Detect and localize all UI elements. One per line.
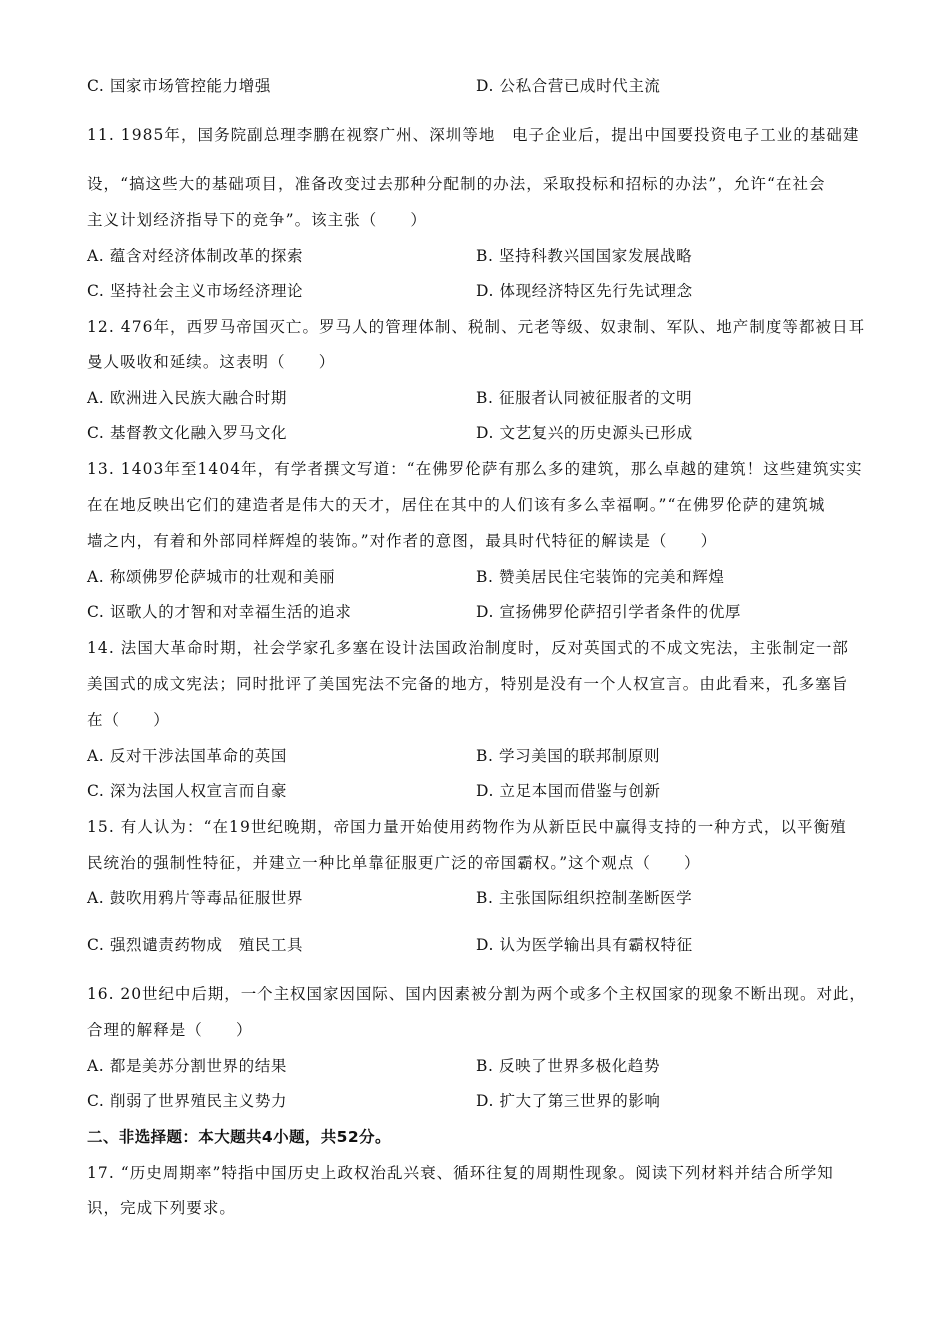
q16-stem-line-1: 16. 20世纪中后期，一个主权国家因国际、国内因素被分割为两个或多个主权国家的现象不断出现。对此， — [87, 985, 866, 1003]
q13-stem-line-3: 墙之内，有着和外部同样辉煌的装饰。”对作者的意图，最具时代特征的解读是（ ） — [87, 532, 718, 550]
q13-stem-line-2: 在在地反映出它们的建造者是伟大的天才，居住在其中的人们该有多么幸福啊。”“在佛罗伦萨的建筑城 — [87, 496, 826, 514]
q14-option-c: C. 深为法国人权宣言而自豪 — [87, 782, 288, 800]
q16-option-c: C. 削弱了世界殖民主义势力 — [87, 1092, 288, 1110]
q16-stem-line-2: 合理的解释是（ ） — [87, 1021, 253, 1039]
q11-stem-line-1: 11. 1985年，国务院副总理李鹏在视察广州、深圳等地 电子企业后，提出中国要投资电子工业的基础建 — [87, 126, 860, 144]
q12-option-d: D. 文艺复兴的历史源头已形成 — [476, 424, 693, 442]
q15-option-c: C. 强烈谴责药物成 殖民工具 — [87, 936, 304, 954]
q12-option-a: A. 欧洲进入民族大融合时期 — [87, 389, 287, 407]
q11-option-c: C. 坚持社会主义市场经济理论 — [87, 282, 304, 300]
q11-stem-line-2: 设，“搞这些大的基础项目，准备改变过去那种分配制的办法，采取投标和招标的办法”，允许“在社会 — [87, 175, 826, 193]
section-2-heading: 二、非选择题：本大题共4小题，共52分。 — [87, 1128, 391, 1146]
q13-option-c: C. 讴歌人的才智和对幸福生活的追求 — [87, 603, 352, 621]
q10-option-c: C. 国家市场管控能力增强 — [87, 77, 271, 95]
q14-option-d: D. 立足本国而借鉴与创新 — [476, 782, 661, 800]
q15-stem-line-1: 15. 有人认为：“在19世纪晚期，帝国力量开始使用药物作为从新臣民中赢得支持的一种方式，以平衡殖 — [87, 818, 847, 836]
q11-option-b: B. 坚持科教兴国国家发展战略 — [476, 247, 693, 265]
q15-option-b: B. 主张国际组织控制垄断医学 — [476, 889, 693, 907]
q12-option-c: C. 基督教文化融入罗马文化 — [87, 424, 288, 442]
q15-option-d: D. 认为医学输出具有霸权特征 — [476, 936, 693, 954]
q13-option-a: A. 称颂佛罗伦萨城市的壮观和美丽 — [87, 568, 336, 586]
q16-option-a: A. 都是美苏分割世界的结果 — [87, 1057, 287, 1075]
q10-option-d: D. 公私合营已成时代主流 — [476, 77, 661, 95]
q17-stem-line-1: 17. “历史周期率”特指中国历史上政权治乱兴衰、循环往复的周期性现象。阅读下列材料并结合所学知 — [87, 1164, 834, 1182]
q13-stem-line-1: 13. 1403年至1404年，有学者撰文写道：“在佛罗伦萨有那么多的建筑，那么卓越的建筑！这些建筑实实 — [87, 460, 863, 478]
q15-option-a: A. 鼓吹用鸦片等毒品征服世界 — [87, 889, 304, 907]
q14-stem-line-2: 美国式的成文宪法；同时批评了美国宪法不完备的地方，特别是没有一个人权宣言。由此看来，孔多塞旨 — [87, 675, 849, 693]
q14-stem-line-1: 14. 法国大革命时期，社会学家孔多塞在设计法国政治制度时，反对英国式的不成文宪法，主张制定一部 — [87, 639, 849, 657]
q15-stem-line-2: 民统治的强制性特征，并建立一种比单靠征服更广泛的帝国霸权。”这个观点（ ） — [87, 854, 701, 872]
q11-option-d: D. 体现经济特区先行先试理念 — [476, 282, 693, 300]
q14-option-a: A. 反对干涉法国革命的英国 — [87, 747, 287, 765]
q14-option-b: B. 学习美国的联邦制原则 — [476, 747, 661, 765]
q13-option-b: B. 赞美居民住宅装饰的完美和辉煌 — [476, 568, 725, 586]
q14-stem-line-3: 在（ ） — [87, 711, 170, 729]
q12-stem-line-2: 曼人吸收和延续。这表明（ ） — [87, 353, 336, 371]
q17-stem-line-2: 识，完成下列要求。 — [87, 1199, 236, 1217]
q12-option-b: B. 征服者认同被征服者的文明 — [476, 389, 693, 407]
q13-option-d: D. 宣扬佛罗伦萨招引学者条件的优厚 — [476, 603, 742, 621]
q16-option-d: D. 扩大了第三世界的影响 — [476, 1092, 661, 1110]
q11-option-a: A. 蕴含对经济体制改革的探索 — [87, 247, 304, 265]
q11-stem-line-3: 主义计划经济指导下的竞争”。该主张（ ） — [87, 211, 427, 229]
q16-option-b: B. 反映了世界多极化趋势 — [476, 1057, 661, 1075]
q12-stem-line-1: 12. 476年，西罗马帝国灭亡。罗马人的管理体制、税制、元老等级、奴隶制、军队、地产制度等都被日耳 — [87, 318, 866, 336]
